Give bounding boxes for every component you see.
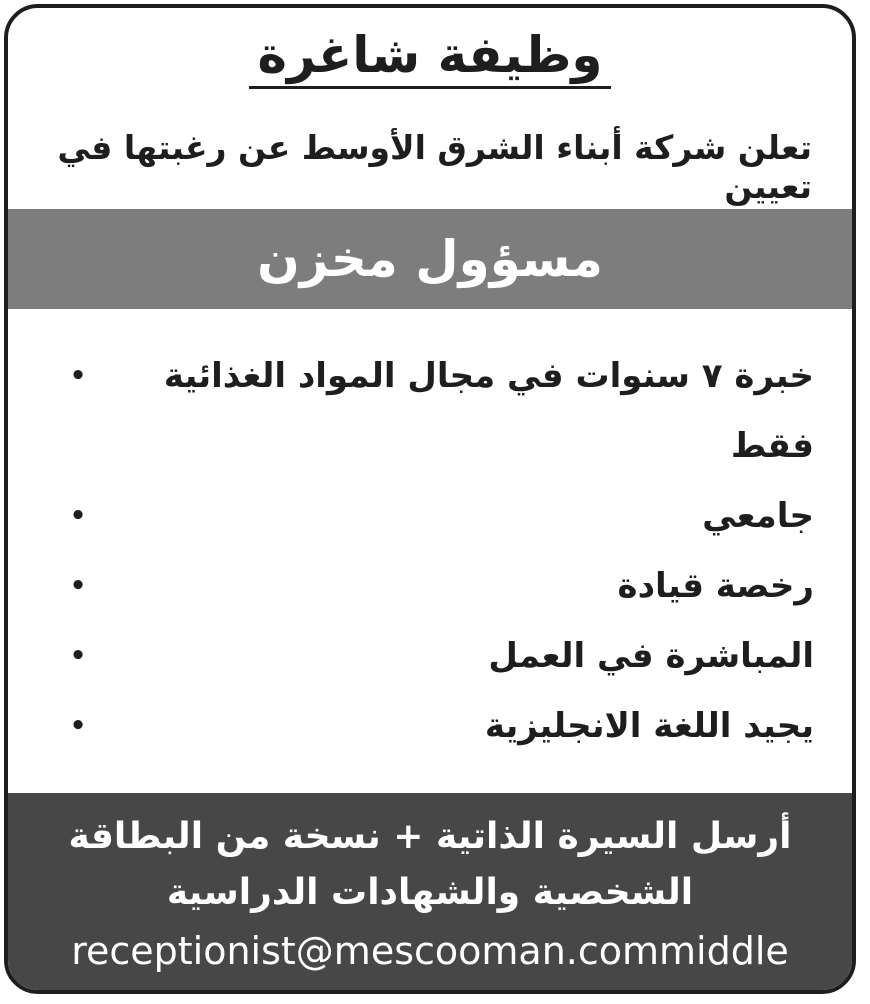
requirement-text: المباشرة في العمل [488,636,814,676]
requirement-item [38,621,814,691]
requirement-text: يجيد اللغة الانجليزية [484,706,814,746]
footer-instruction-line-1: أرسل السيرة الذاتية + نسخة من البطاقة [68,816,792,857]
job-ad-frame [4,4,856,994]
application-footer [8,793,852,990]
requirements-list [38,341,814,761]
requirement-item [38,481,814,551]
intro-text: تعلن شركة أبناء الشرق الأوسط عن رغبتها في تعيين [57,128,812,206]
contact-email[interactable]: receptionist@mescooman.commiddle [71,929,789,973]
bullet-icon: • [69,501,87,531]
bullet-icon: • [69,711,87,741]
requirement-item [38,551,814,621]
ad-title [8,26,852,89]
requirement-item [38,341,814,481]
requirement-text: جامعي [702,496,814,536]
bullet-icon: • [69,361,87,391]
requirement-text: رخصة قيادة [617,566,814,606]
position-banner [8,209,852,309]
requirement-text: خبرة ٧ سنوات في مجال المواد الغذائية فقط [163,356,814,466]
position-title: مسؤول مخزن [257,230,603,288]
ad-title-text: وظيفة شاغرة [249,26,610,89]
bullet-icon: • [69,571,87,601]
footer-instruction-line-2: الشخصية والشهادات الدراسية [166,872,694,913]
requirement-item [38,691,814,761]
bullet-icon: • [69,641,87,671]
